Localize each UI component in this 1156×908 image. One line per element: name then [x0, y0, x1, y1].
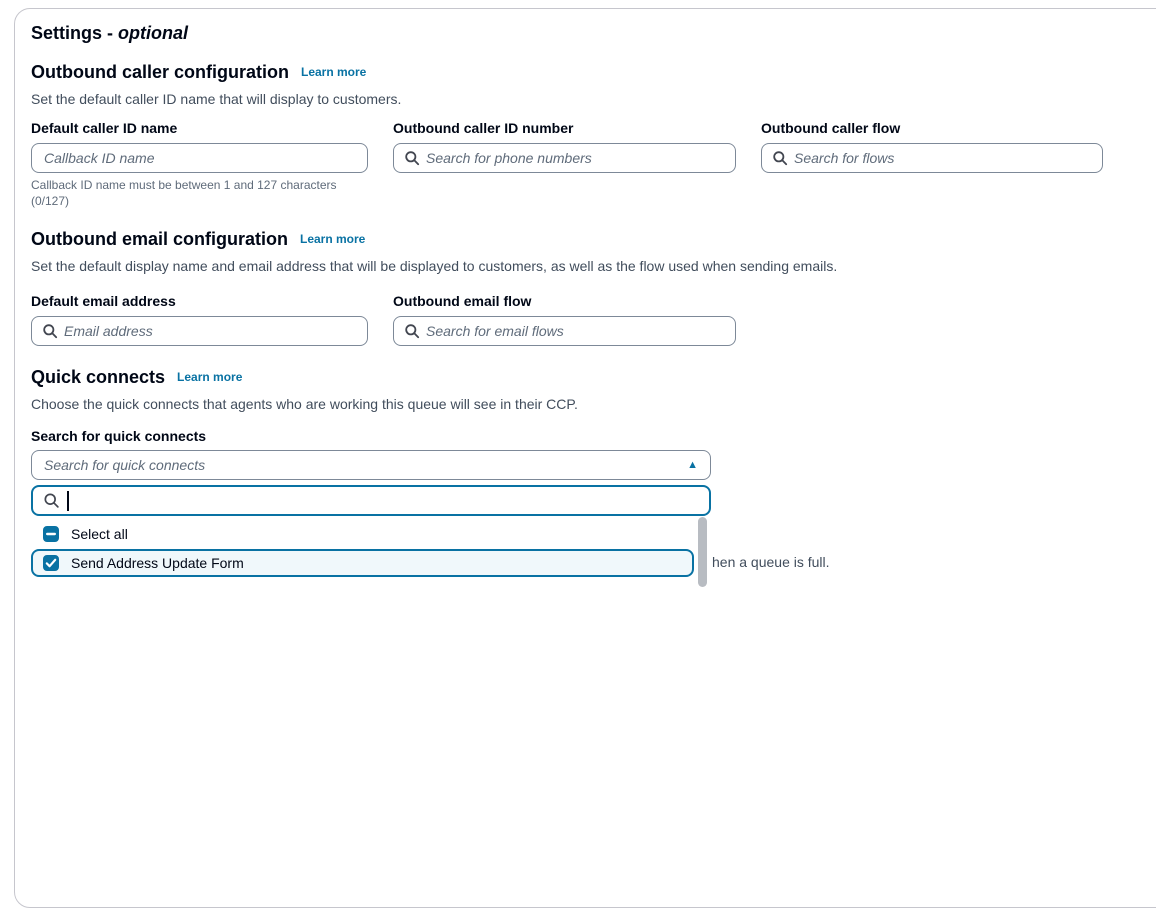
- quick-connects-heading: Quick connects: [31, 367, 166, 387]
- outbound-caller-heading: Outbound caller configuration: [31, 62, 289, 82]
- email-address-label: Default email address: [31, 293, 176, 309]
- search-icon: [772, 150, 788, 166]
- search-icon: [43, 492, 60, 509]
- quick-connects-option-list: [31, 517, 711, 579]
- quick-connects-search-input[interactable]: [76, 493, 700, 509]
- outbound-email-learn-more-link[interactable]: Learn more: [299, 232, 366, 246]
- caller-flow-label: Outbound caller flow: [761, 120, 901, 136]
- quick-connects-dropdown: [31, 485, 711, 579]
- page-title-separator: -: [102, 23, 119, 43]
- caller-id-name-counter: (0/127): [31, 194, 70, 208]
- caller-id-number-field: [393, 119, 736, 209]
- email-flow-label: Outbound email flow: [393, 293, 532, 309]
- caller-id-name-field: [31, 119, 368, 209]
- caller-flow-search-input[interactable]: [794, 150, 1094, 166]
- caller-id-number-label: Outbound caller ID number: [393, 120, 574, 136]
- quick-connects-search-box: [31, 485, 711, 516]
- search-icon: [42, 323, 58, 339]
- option-select-all[interactable]: [31, 520, 694, 548]
- email-flow-search-input[interactable]: [426, 323, 727, 339]
- caller-id-name-input[interactable]: [44, 150, 359, 166]
- settings-card: [14, 8, 1156, 908]
- caller-id-number-search-input[interactable]: [426, 150, 727, 166]
- dropdown-scrollbar[interactable]: [698, 517, 707, 587]
- email-flow-input-box: [393, 316, 736, 346]
- quick-connects-description: Choose the quick connects that agents who are working this queue will see in their CCP.: [31, 396, 578, 412]
- outbound-email-heading: Outbound email configuration: [31, 229, 288, 249]
- email-flow-field: [393, 292, 736, 346]
- option-label: Select all: [71, 526, 128, 542]
- search-icon: [404, 323, 420, 339]
- checkbox-checked-icon[interactable]: [43, 555, 59, 571]
- outbound-email-description: Set the default display name and email address that will be displayed to customers, as well as the flow used when sending emails.: [31, 258, 838, 274]
- caller-id-name-helper: [31, 177, 368, 209]
- occluded-background-text: hen a queue is full.: [712, 554, 830, 570]
- email-address-field: [31, 292, 368, 346]
- caller-id-name-label: Default caller ID name: [31, 120, 178, 136]
- outbound-caller-description: Set the default caller ID name that will display to customers.: [31, 91, 402, 107]
- caller-flow-input-box: [761, 143, 1103, 173]
- email-address-search-input[interactable]: [64, 323, 359, 339]
- quick-connects-field-label: Search for quick connects: [31, 428, 207, 444]
- search-icon: [404, 150, 420, 166]
- chevron-up-icon[interactable]: ▲: [687, 458, 698, 471]
- outbound-caller-learn-more-link[interactable]: Learn more: [301, 65, 367, 79]
- quick-connects-learn-more-link[interactable]: Learn more: [177, 370, 243, 384]
- email-address-input-box: [31, 316, 368, 346]
- caller-flow-field: [761, 119, 1103, 209]
- page-title-text: Settings: [31, 23, 103, 43]
- quick-connects-trigger[interactable]: [31, 450, 711, 480]
- caller-id-name-helper-line1: Callback ID name must be between 1 and 127 characters: [31, 178, 337, 192]
- caller-id-name-input-box: [31, 143, 368, 173]
- outbound-caller-section: [31, 61, 1156, 209]
- quick-connects-trigger-placeholder: Search for quick connects: [44, 457, 206, 473]
- page-title-optional: optional: [118, 23, 189, 43]
- quick-connects-combobox: [31, 450, 711, 571]
- caller-id-number-input-box: [393, 143, 736, 173]
- option-label: Send Address Update Form: [71, 555, 244, 571]
- page-title: [31, 22, 1156, 44]
- text-cursor: [67, 491, 69, 511]
- outbound-email-section: [31, 228, 1156, 346]
- checkbox-indeterminate-icon[interactable]: [43, 526, 59, 542]
- option-send-address-update-form[interactable]: [31, 549, 694, 577]
